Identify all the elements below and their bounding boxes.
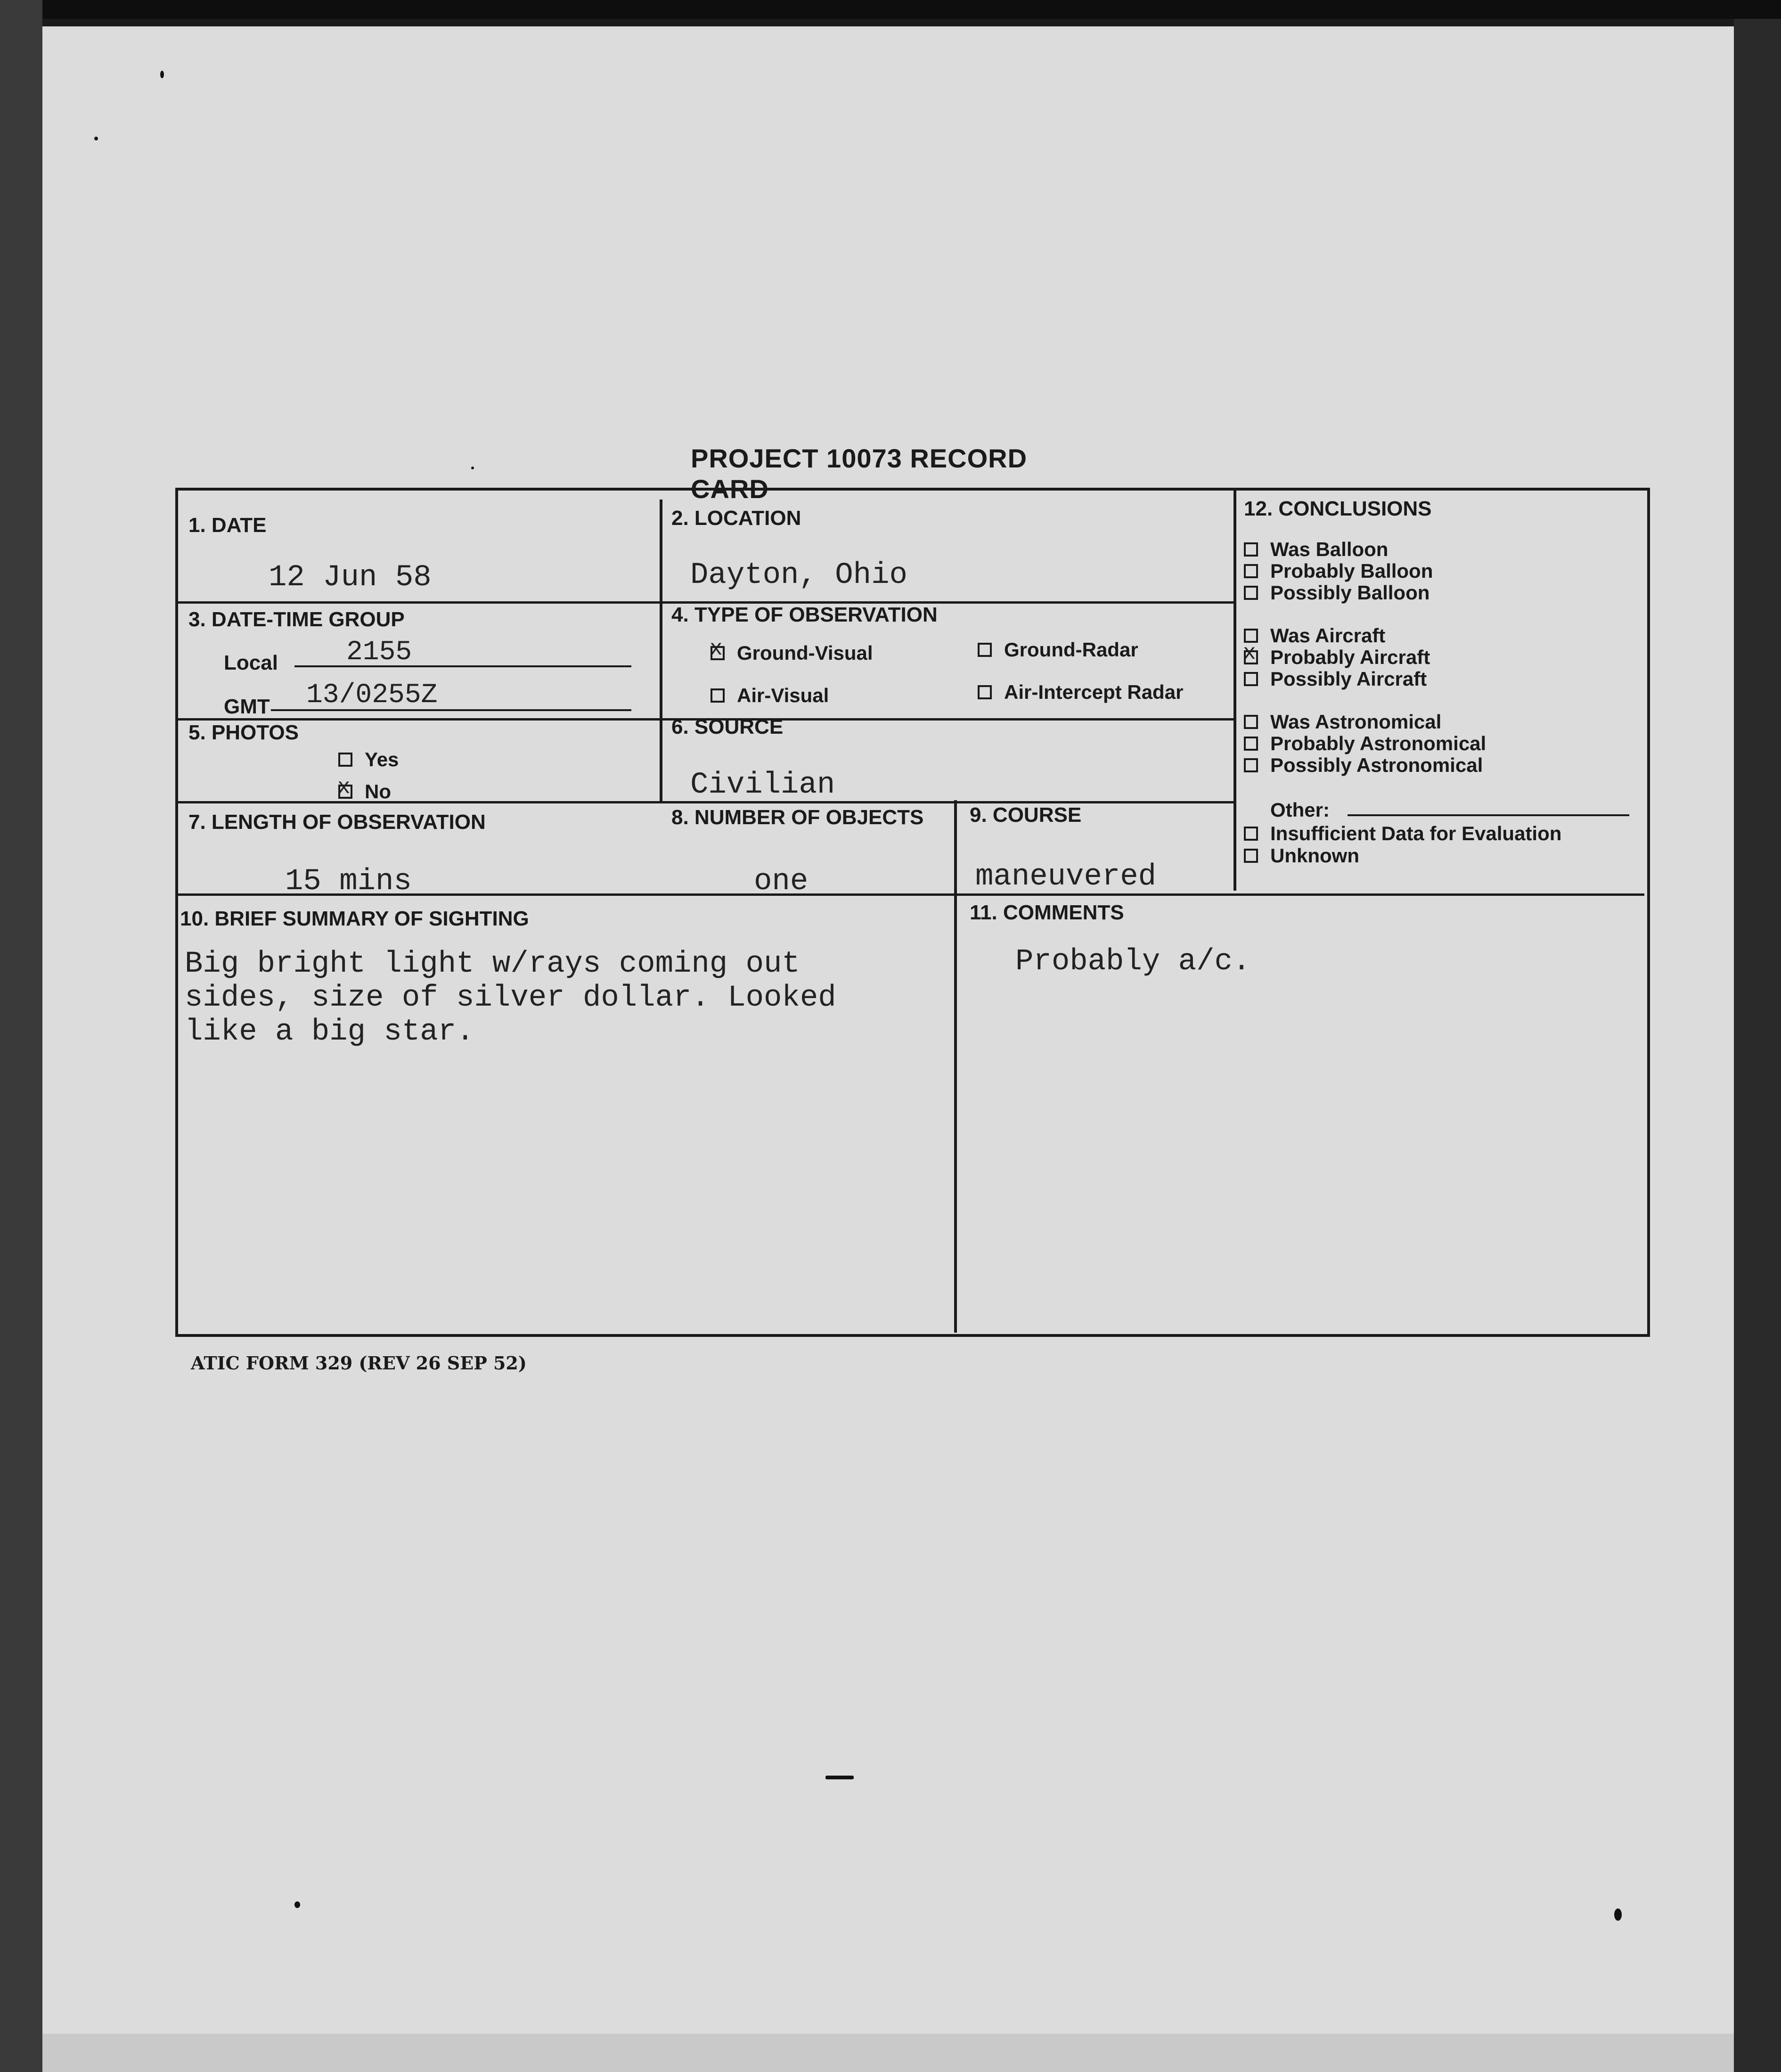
local-value: 2155 <box>346 637 412 668</box>
length-of-observation-value: 15 mins <box>285 865 412 899</box>
dust-speck <box>160 71 164 78</box>
option-label: Insufficient Data for Evaluation <box>1270 822 1562 844</box>
option-ground-visual[interactable] <box>711 642 873 664</box>
conclusion-other[interactable] <box>1244 799 1330 821</box>
conclusion-was-astronomical[interactable] <box>1244 711 1441 733</box>
conclusion-probably-balloon[interactable] <box>1244 560 1433 582</box>
gmt-value: 13/0255Z <box>306 680 438 711</box>
course-label: 9. COURSE <box>970 803 1082 827</box>
option-label: Air-Intercept Radar <box>1004 681 1184 703</box>
checkbox-icon <box>978 643 992 657</box>
other-colon: : <box>1323 799 1330 821</box>
conclusions-label: 12. CONCLUSIONS <box>1244 497 1432 520</box>
film-border-top <box>0 0 1781 19</box>
conclusion-possibly-balloon[interactable] <box>1244 581 1430 604</box>
number-of-objects-value: one <box>754 865 809 899</box>
checkbox-icon <box>1244 827 1258 841</box>
option-label: Yes <box>365 748 399 770</box>
checkbox-icon <box>338 753 352 767</box>
option-label: Unknown <box>1270 844 1359 867</box>
local-underline <box>294 665 631 667</box>
option-photos-no[interactable] <box>338 780 391 803</box>
film-border-left <box>0 0 42 2072</box>
checkbox-icon <box>1244 758 1258 772</box>
option-label: Possibly Aircraft <box>1270 668 1427 690</box>
option-label: Was Balloon <box>1270 538 1389 560</box>
checkbox-icon <box>1244 564 1258 578</box>
checkbox-icon <box>1244 672 1258 686</box>
date-label: 1. DATE <box>188 514 267 537</box>
conclusion-possibly-astronomical[interactable] <box>1244 754 1483 777</box>
date-value: 12 Jun 58 <box>269 561 432 595</box>
checkbox-icon <box>1244 542 1258 557</box>
option-photos-yes[interactable] <box>338 748 399 771</box>
summary-value: Big bright light w/rays coming out sides, size of silver dollar. Looked like a big star. <box>185 947 836 1049</box>
checkbox-icon <box>711 646 725 660</box>
source-label: 6. SOURCE <box>671 715 784 738</box>
option-label: Probably Balloon <box>1270 560 1433 582</box>
dust-speck <box>294 1901 300 1908</box>
form-number: ATIC FORM 329 (REV 26 SEP 52) <box>191 1352 527 1374</box>
comments-label: 11. COMMENTS <box>970 901 1124 924</box>
date-time-group-label: 3. DATE-TIME GROUP <box>188 608 405 631</box>
conclusion-insufficient-data[interactable] <box>1244 822 1561 845</box>
summary-label: 10. BRIEF SUMMARY OF SIGHTING <box>180 907 529 930</box>
type-of-observation-label: 4. TYPE OF OBSERVATION <box>671 603 938 626</box>
checkbox-icon <box>978 685 992 699</box>
film-border-right <box>1734 19 1781 2072</box>
conclusion-was-balloon[interactable] <box>1244 538 1388 561</box>
local-label: Local <box>224 651 278 674</box>
film-border-bottom <box>42 2034 1734 2072</box>
conclusion-unknown[interactable] <box>1244 844 1359 867</box>
photos-label: 5. PHOTOS <box>188 721 299 744</box>
option-label: Ground-Radar <box>1004 639 1138 661</box>
comments-value: Probably a/c. <box>1015 945 1251 979</box>
conclusion-possibly-aircraft[interactable] <box>1244 668 1427 690</box>
option-label: Probably Aircraft <box>1270 646 1430 668</box>
gmt-label: GMT <box>224 695 270 718</box>
checkbox-icon <box>711 688 725 703</box>
card-title: PROJECT 10073 RECORD CARD <box>691 443 1028 504</box>
divider <box>954 800 957 1333</box>
checkbox-icon <box>1244 586 1258 600</box>
other-underline <box>1348 814 1629 816</box>
checkbox-icon <box>1244 849 1258 863</box>
checkbox-icon <box>338 785 352 799</box>
checkbox-icon <box>1244 715 1258 729</box>
length-of-observation-label: 7. LENGTH OF OBSERVATION <box>188 811 486 834</box>
conclusion-probably-astronomical[interactable] <box>1244 732 1486 755</box>
option-label: Was Aircraft <box>1270 624 1386 647</box>
divider <box>1234 490 1236 891</box>
option-air-intercept-radar[interactable] <box>978 681 1183 704</box>
option-ground-radar[interactable] <box>978 639 1138 661</box>
number-of-objects-label: 8. NUMBER OF OBJECTS <box>671 806 924 829</box>
conclusion-was-aircraft[interactable] <box>1244 624 1385 647</box>
option-label: Possibly Balloon <box>1270 581 1430 604</box>
dust-speck <box>825 1776 854 1779</box>
option-label: Ground-Visual <box>737 642 873 664</box>
option-label: Possibly Astronomical <box>1270 754 1483 776</box>
source-value: Civilian <box>690 768 835 802</box>
option-label: No <box>365 780 391 803</box>
checkbox-icon <box>1244 650 1258 664</box>
option-label: Was Astronomical <box>1270 711 1442 733</box>
location-value: Dayton, Ohio <box>690 558 907 592</box>
divider <box>660 500 662 801</box>
option-label: Other <box>1270 799 1323 821</box>
conclusion-probably-aircraft[interactable] <box>1244 646 1430 669</box>
dust-speck <box>471 467 474 469</box>
option-label: Air-Visual <box>737 684 829 706</box>
dust-speck <box>1614 1908 1622 1921</box>
checkbox-icon <box>1244 737 1258 751</box>
course-value: maneuvered <box>975 860 1157 894</box>
dust-speck <box>94 137 98 140</box>
option-air-visual[interactable] <box>711 684 829 707</box>
option-label: Probably Astronomical <box>1270 732 1487 754</box>
location-label: 2. LOCATION <box>671 507 801 530</box>
